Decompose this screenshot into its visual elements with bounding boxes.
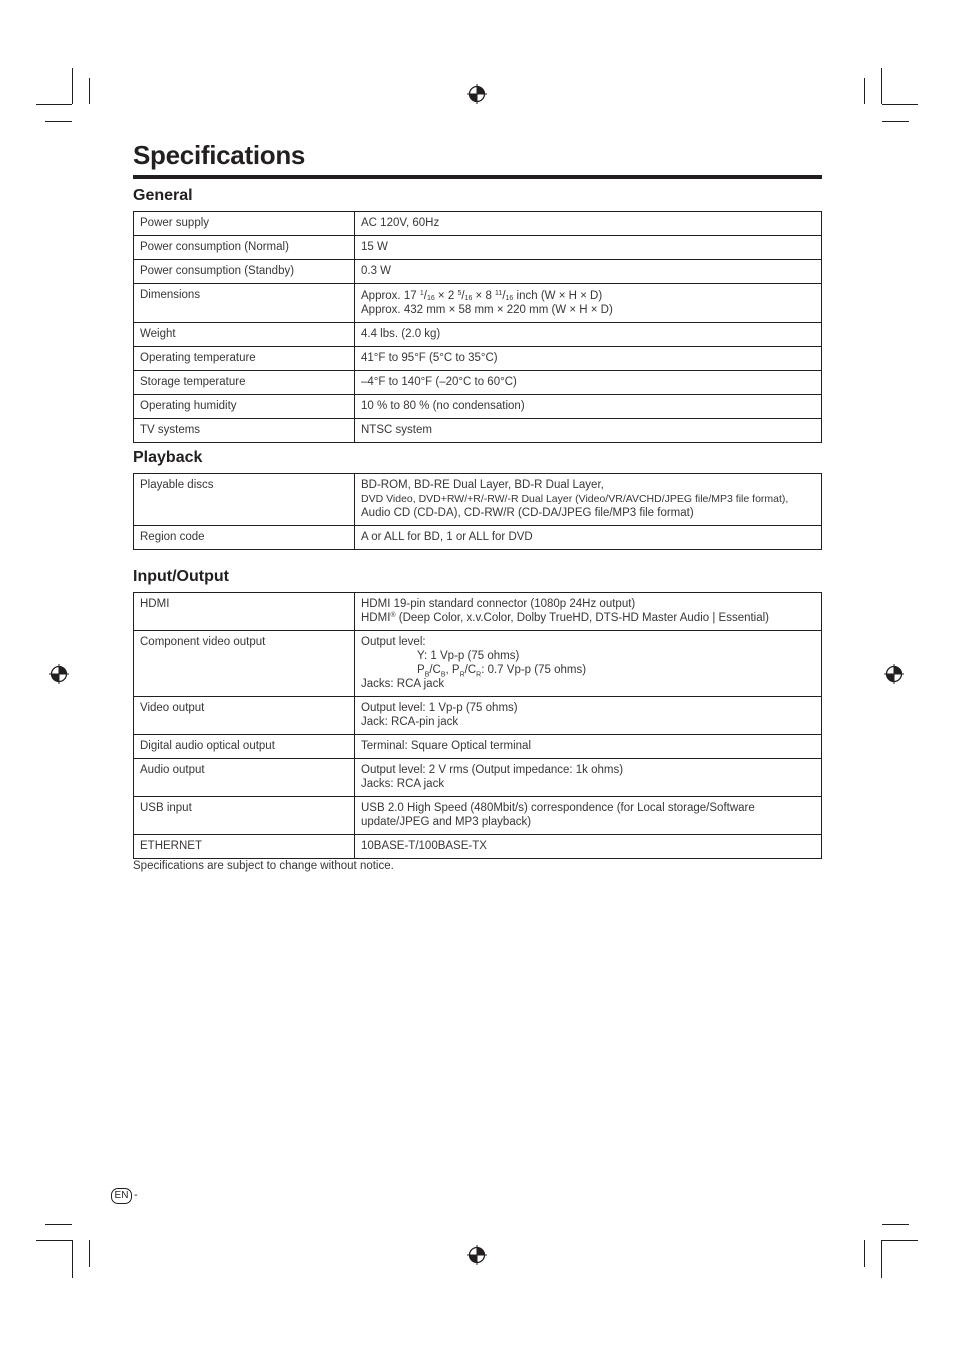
text: /C (429, 664, 441, 676)
usb-line: USB 2.0 High Speed (480Mbit/s) correspondence (for Local storage/Software (361, 802, 755, 814)
spec-value (355, 631, 822, 697)
title-rule (133, 175, 822, 179)
table-row (134, 347, 822, 371)
spec-value (355, 697, 822, 735)
table-row (134, 395, 822, 419)
disc-line: BD-ROM, BD-RE Dual Layer, BD-R Dual Layer, (361, 479, 604, 491)
crop-mark (882, 121, 909, 122)
text: inch (W × H × D) (513, 290, 603, 302)
spec-value: AC 120V, 60Hz (355, 212, 822, 236)
table-row (134, 735, 822, 759)
footnote: Specifications are subject to change without notice. (133, 860, 394, 872)
spec-value: NTSC system (355, 419, 822, 443)
component-line: Jacks: RCA jack (361, 678, 445, 690)
crop-mark (72, 1240, 73, 1278)
spec-label: Power consumption (Normal) (134, 236, 355, 260)
fraction: $^5/_{16}$ (457, 290, 473, 302)
crop-mark (864, 1240, 865, 1267)
text: Approx. 17 (361, 290, 420, 302)
audio-line: Jacks: RCA jack (361, 778, 445, 790)
subscript: R (459, 671, 465, 679)
spec-label: Storage temperature (134, 371, 355, 395)
disc-line: DVD Video, DVD+RW/+R/-RW/-R Dual Layer (Video/VR/AVCHD/JPEG file/MP3 file format), (361, 493, 789, 505)
section-heading-general: General (133, 187, 193, 204)
spec-label: HDMI (134, 593, 355, 631)
subscript: B (424, 671, 430, 679)
subscript: B (440, 671, 446, 679)
section-heading-playback: Playback (133, 449, 203, 466)
page-number-dash: - (134, 1189, 138, 1201)
fraction-numerator: 5 (457, 290, 462, 297)
table-row (134, 260, 822, 284)
table-row (134, 323, 822, 347)
crop-mark (89, 78, 90, 104)
spec-value: 15 W (355, 236, 822, 260)
crop-mark (36, 1240, 72, 1241)
spec-value: 10 % to 80 % (no condensation) (355, 395, 822, 419)
fraction-numerator: 1 (419, 290, 424, 297)
spec-value (355, 284, 822, 323)
spec-value (355, 474, 822, 526)
audio-line: Output level: 2 V rms (Output impedance: 1k ohms) (361, 764, 624, 776)
spec-label: Weight (134, 323, 355, 347)
crop-mark (881, 68, 882, 104)
spec-label: Operating temperature (134, 347, 355, 371)
general-spec-table (133, 211, 822, 443)
spec-value (355, 797, 822, 835)
table-row (134, 835, 822, 859)
subscript: R (476, 671, 482, 679)
disc-line: Audio CD (CD-DA), CD-RW/R (CD-DA/JPEG file/MP3 file format) (361, 507, 694, 519)
fraction-denominator: 16 (505, 295, 514, 302)
table-row (134, 797, 822, 835)
spec-value (355, 759, 822, 797)
table-row (134, 419, 822, 443)
spec-label: USB input (134, 797, 355, 835)
text: /C (464, 664, 477, 676)
spec-value: 0.3 W (355, 260, 822, 284)
table-row (134, 284, 822, 323)
section-heading-input-output: Input/Output (133, 568, 229, 585)
crop-mark (864, 78, 865, 104)
text: × 8 (472, 290, 496, 302)
page-title: Specifications (133, 140, 306, 170)
text: × 2 (434, 290, 458, 302)
table-row (134, 759, 822, 797)
component-line: Y: 1 Vp-p (75 ohms) (417, 650, 520, 662)
table-row (134, 697, 822, 735)
fraction-denominator: 16 (426, 295, 435, 302)
spec-value (355, 593, 822, 631)
crop-mark (882, 104, 918, 105)
spec-value: 41°F to 95°F (5°C to 35°C) (355, 347, 822, 371)
spec-value: 4.4 lbs. (2.0 kg) (355, 323, 822, 347)
spec-value: –4°F to 140°F (–20°C to 60°C) (355, 371, 822, 395)
crop-mark (36, 104, 72, 105)
table-row (134, 474, 822, 526)
language-badge: EN (111, 1188, 132, 1204)
spec-label: Audio output (134, 759, 355, 797)
spec-label: Video output (134, 697, 355, 735)
text: HDMI (361, 612, 391, 624)
table-row (134, 371, 822, 395)
registration-mark-icon (467, 1245, 487, 1265)
text: (Deep Color, x.v.Color, Dolby TrueHD, DTS-HD Master Audio | Essential) (395, 612, 770, 624)
usb-line: update/JPEG and MP3 playback) (361, 816, 532, 828)
component-line (361, 663, 815, 677)
hdmi-line (361, 611, 815, 625)
table-row (134, 593, 822, 631)
spec-label: Operating humidity (134, 395, 355, 419)
spec-value: Terminal: Square Optical terminal (355, 735, 822, 759)
text: P (451, 664, 460, 676)
crop-mark (882, 1224, 909, 1225)
spec-label: Component video output (134, 631, 355, 697)
text: P (417, 664, 425, 676)
spec-label: Power consumption (Standby) (134, 260, 355, 284)
crop-mark (45, 121, 72, 122)
crop-mark (89, 1240, 90, 1267)
dimensions-inch (361, 289, 815, 303)
dimensions-mm: Approx. 432 mm × 58 mm × 220 mm (W × H × D) (361, 304, 613, 316)
table-row (134, 212, 822, 236)
spec-value: A or ALL for BD, 1 or ALL for DVD (355, 526, 822, 550)
crop-mark (881, 1240, 882, 1278)
table-row (134, 526, 822, 550)
registration-mark-icon (884, 664, 904, 684)
spec-label: ETHERNET (134, 835, 355, 859)
registration-mark-icon (49, 664, 69, 684)
text: : 0.7 Vp-p (75 ohms) (481, 664, 587, 676)
component-line: Output level: (361, 636, 426, 648)
fraction-denominator: 16 (464, 295, 473, 302)
spec-label: Digital audio optical output (134, 735, 355, 759)
fraction-numerator: 11 (495, 290, 503, 297)
playback-spec-table (133, 473, 822, 550)
spec-label: TV systems (134, 419, 355, 443)
crop-mark (45, 1224, 72, 1225)
spec-label: Region code (134, 526, 355, 550)
video-line: Output level: 1 Vp-p (75 ohms) (361, 702, 518, 714)
crop-mark (72, 68, 73, 104)
spec-value: 10BASE-T/100BASE-TX (355, 835, 822, 859)
fraction: $^{11}/_{16}$ (495, 290, 514, 302)
io-spec-table (133, 592, 822, 859)
text: , (445, 664, 452, 676)
registered-mark: ® (390, 612, 396, 619)
video-line: Jack: RCA-pin jack (361, 716, 459, 728)
table-row (134, 236, 822, 260)
spec-label: Dimensions (134, 284, 355, 323)
registration-mark-icon (467, 84, 487, 104)
hdmi-line: HDMI 19-pin standard connector (1080p 24Hz output) (361, 598, 636, 610)
table-row (134, 631, 822, 697)
spec-label: Playable discs (134, 474, 355, 526)
spec-label: Power supply (134, 212, 355, 236)
crop-mark (882, 1240, 918, 1241)
fraction: $^1/_{16}$ (419, 290, 435, 302)
